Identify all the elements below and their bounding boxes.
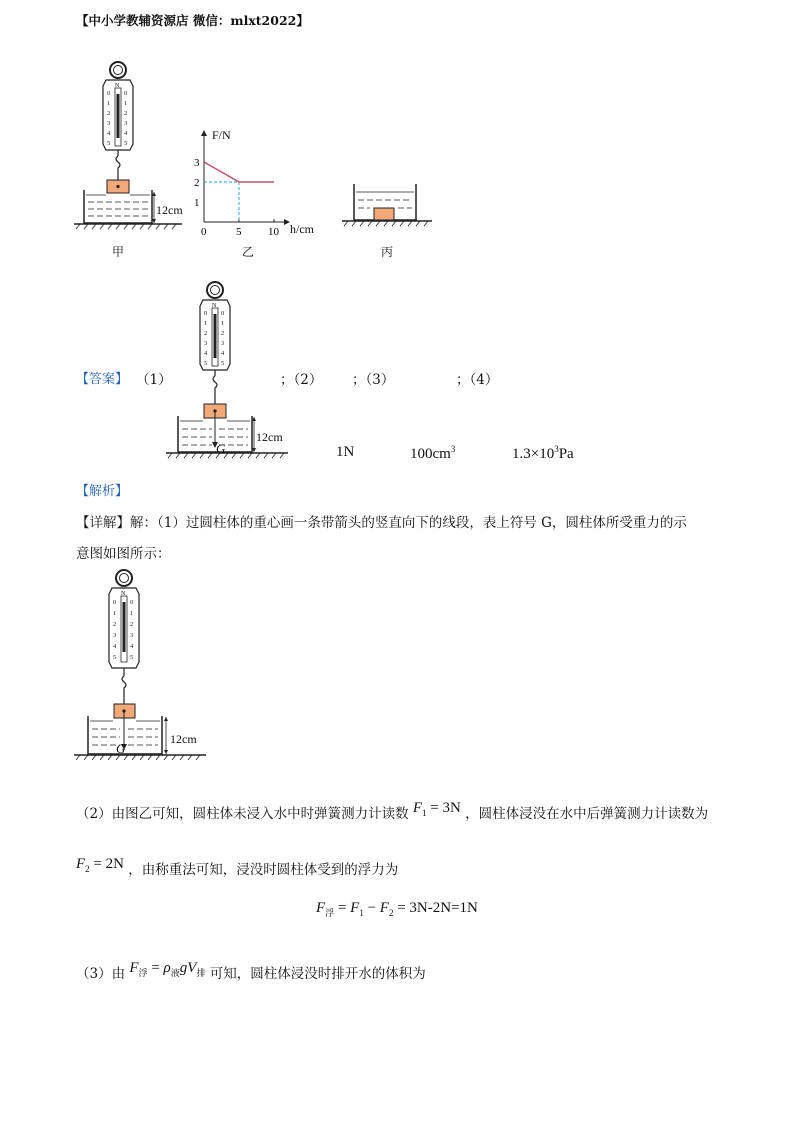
svg-text:2: 2 [204, 330, 208, 337]
svg-text:1: 1 [124, 100, 128, 107]
svg-text:5: 5 [107, 140, 111, 147]
y-axis-label: F/N [212, 128, 231, 142]
answer-value4-main: 1.3×10 [512, 446, 555, 462]
svg-text:5: 5 [221, 360, 225, 367]
eq-f: F [316, 900, 326, 916]
y-tick-label: 1 [194, 197, 200, 209]
svg-text:0: 0 [124, 90, 128, 97]
answer-value3-sup: 3 [450, 444, 456, 454]
svg-text:N: N [121, 591, 126, 597]
spring-scale [200, 282, 230, 404]
eq-equals: = [334, 900, 351, 916]
svg-text:5: 5 [204, 360, 208, 367]
detail-line2: 意图如图所示： [76, 546, 171, 562]
svg-text:0: 0 [221, 310, 225, 317]
svg-text:5: 5 [124, 140, 128, 147]
f1-sub: 1 [422, 808, 427, 818]
gravity-symbol-detail: G [116, 741, 126, 756]
figure-yi-label: 乙 [242, 245, 255, 259]
svg-text:4: 4 [204, 350, 208, 357]
analysis-label: 【解析】 [76, 484, 129, 499]
figure-jia-label: 甲 [112, 245, 125, 259]
svg-text:3: 3 [204, 340, 208, 347]
svg-text:2: 2 [113, 621, 117, 628]
part3-text-a: （3）由 [76, 966, 126, 982]
svg-text:2: 2 [221, 330, 225, 337]
y-tick-label: 2 [194, 177, 200, 189]
eq-f1: F [350, 900, 360, 916]
buoyancy-equation [316, 900, 478, 919]
figure-bing-label: 丙 [381, 245, 394, 259]
header-text: 【中小学教辅资源店 微信：mlxt2022】 [76, 13, 309, 28]
svg-text:5: 5 [130, 654, 134, 661]
svg-text:2: 2 [124, 110, 128, 117]
depth-label-jia: 12cm [156, 203, 183, 217]
spring-scale [109, 570, 139, 704]
f2-value: = 2N [89, 856, 124, 872]
p3-f: F [129, 960, 139, 976]
figure-bing [340, 178, 440, 238]
svg-text:3: 3 [113, 632, 117, 639]
svg-text:0: 0 [107, 90, 111, 97]
svg-text:3: 3 [130, 632, 134, 639]
p3-gv: gV [179, 960, 197, 976]
depth-label-detail: 12cm [170, 732, 197, 746]
answer-value4 [512, 444, 574, 463]
svg-text:1: 1 [221, 320, 225, 327]
svg-text:N: N [212, 303, 217, 309]
formula-f1 [413, 800, 461, 816]
p3-rho-sub: 液 [170, 968, 180, 978]
answer-value4-sup: 3 [554, 444, 559, 454]
cylinder-block [374, 208, 394, 220]
f2-symbol: F [76, 856, 86, 872]
y-tick-label: 3 [194, 157, 200, 169]
detail-line1: 【详解】解：（1）过圆柱体的重心画一条带箭头的竖直向下的线段，表上符号 G，圆柱体所受重力的示 [76, 515, 687, 531]
svg-text:3: 3 [107, 120, 111, 127]
svg-text:1: 1 [204, 320, 208, 327]
series-line [204, 162, 274, 182]
svg-text:2: 2 [130, 621, 134, 628]
p3-v-sub: 排 [196, 968, 206, 978]
x-tick-label: 10 [268, 226, 279, 238]
gravity-symbol: G [216, 441, 226, 456]
answer-value3 [410, 444, 455, 463]
answer-value2: 1N [336, 444, 355, 460]
answer-value4-unit: Pa [558, 446, 574, 462]
eq-f2-sub: 2 [388, 908, 394, 918]
archimedes-formula [129, 960, 205, 976]
svg-text:5: 5 [113, 654, 117, 661]
eq-f-sub: 浮 [325, 908, 335, 918]
formula-f2 [76, 856, 124, 872]
spring-scale [103, 62, 133, 180]
svg-text:1: 1 [113, 610, 117, 617]
svg-text:0: 0 [130, 599, 134, 606]
svg-text:4: 4 [107, 130, 111, 137]
part2-text-c: ，由称重法可知，浸没时圆柱体受到的浮力为 [128, 862, 399, 878]
part2-line1 [76, 802, 708, 824]
svg-text:4: 4 [130, 643, 134, 650]
p3-f-sub: 浮 [138, 968, 148, 978]
part3-line [76, 962, 426, 985]
svg-text:3: 3 [124, 120, 128, 127]
svg-text:4: 4 [221, 350, 225, 357]
svg-text:4: 4 [113, 643, 117, 650]
depth-label-answer: 12cm [256, 430, 283, 444]
answer-part1: （1） [136, 372, 172, 388]
p3-rho: ρ [163, 960, 171, 976]
svg-text:3: 3 [221, 340, 225, 347]
part2-text-a: （2）由图乙可知，圆柱体未浸入水中时弹簧测力计读数 [76, 806, 409, 822]
eq-f2: F [379, 900, 389, 916]
answer-value3-main: 100cm [410, 446, 451, 462]
svg-text:N: N [115, 83, 120, 89]
svg-text:0: 0 [113, 599, 117, 606]
svg-text:4: 4 [124, 130, 128, 137]
eq-minus: − [363, 900, 380, 916]
eq-f1-sub: 1 [359, 908, 364, 918]
part2-text-b: ，圆柱体浸没在水中后弹簧测力计读数为 [465, 806, 709, 822]
x-tick-label: 5 [236, 226, 242, 238]
x-axis-label: h/cm [290, 222, 314, 236]
part2-line2 [76, 858, 398, 880]
svg-text:2: 2 [107, 110, 111, 117]
part3-text-b: 可知，圆柱体浸没时排开水的体积为 [209, 966, 426, 982]
f1-value: = 3N [426, 800, 461, 816]
answer-part2: ；（2） [280, 372, 323, 388]
answer-label: 【答案】 [76, 372, 129, 387]
f2-sub: 2 [85, 864, 90, 874]
svg-text:1: 1 [130, 610, 134, 617]
answer-part3: ；（3） [352, 372, 395, 388]
svg-text:1: 1 [107, 100, 111, 107]
f1-symbol: F [412, 800, 423, 816]
eq-result: = 3N-2N=1N [393, 900, 478, 916]
answer-part4: ；（4） [456, 372, 499, 388]
svg-text:0: 0 [204, 310, 208, 317]
x-tick-label: 0 [201, 226, 207, 238]
p3-equals: = [147, 960, 164, 976]
